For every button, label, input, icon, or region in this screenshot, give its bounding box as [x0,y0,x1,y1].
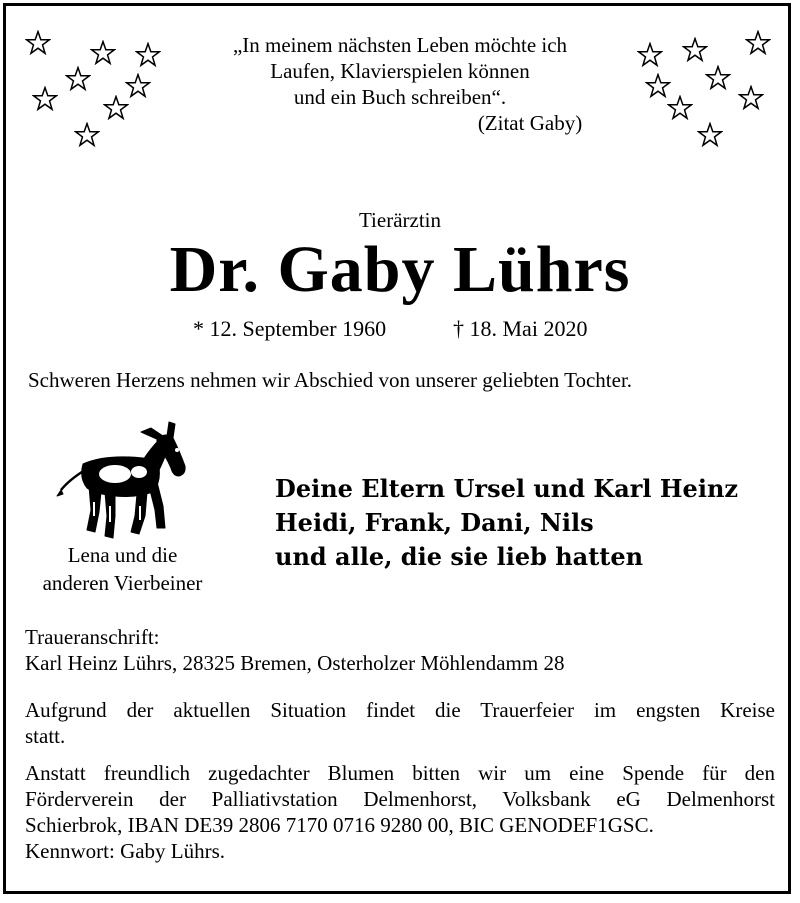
mourner-line: und alle, die sie lieb hatten [275,542,644,571]
animals-caption-line: Lena und die [67,543,178,567]
address-text: Karl Heinz Lührs, 28325 Bremen, Osterholzer Möhlendamm 28 [25,651,565,675]
mourner-line: Heidi, Frank, Dani, Nils [275,508,594,537]
donation-line: Förderverein der Palliativstation Delmenhorst, Volksbank eG Delmenhorst [25,787,775,811]
address-label: Traueranschrift: [25,625,160,649]
donation-line: Schierbrok, IBAN DE39 2806 7170 0716 9280 00, BIC GENODEF1GSC. [25,813,654,837]
quote-line: Laufen, Klavierspielen können [270,59,530,83]
ceremony-line: Aufgrund der aktuellen Situation findet die Trauerfeier im engsten Kreise [25,698,775,722]
profession: Tierärztin [358,208,442,232]
animals-caption-line: anderen Vierbeiner [42,571,203,595]
death-date: † 18. Mai 2020 [453,316,588,341]
deceased-name: Dr. Gaby Lührs [169,233,631,306]
donation-line: Kennwort: Gaby Lührs. [25,839,226,863]
donkey-icon [55,420,190,545]
donation-text [25,760,775,864]
quote-line: und ein Buch schreiben“. [293,85,507,109]
intro-text: Schweren Herzens nehmen wir Abschied von unserer geliebten Tochter. [28,368,633,392]
birth-date: * 12. September 1960 [193,316,387,341]
mourners-list [275,472,738,574]
ceremony-text [25,697,775,749]
animals-caption [20,541,225,597]
quote-attribution: (Zitat Gaby) [477,111,583,135]
quote-line: „In meinem nächsten Leben möchte ich [232,33,568,57]
donation-line: Anstatt freundlich zugedachter Blumen bitten wir um eine Spende für den [25,761,775,785]
address-block [25,624,775,676]
mourner-line: Deine Eltern Ursel und Karl Heinz [275,474,739,503]
quote-block [0,32,800,136]
ceremony-line: statt. [25,724,66,748]
